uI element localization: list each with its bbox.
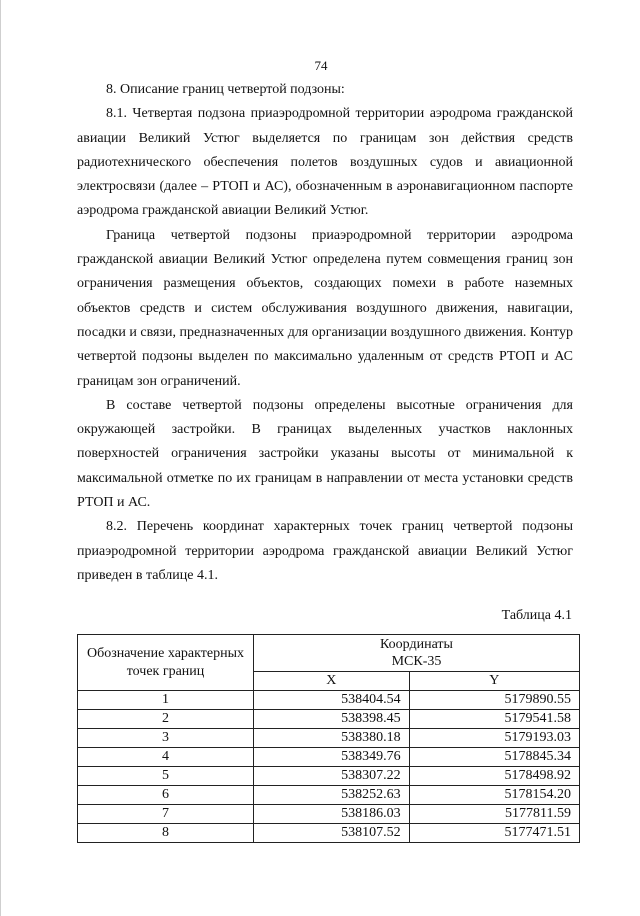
paragraph-8-2: 8.2. Перечень координат характерных точек границ четвертой подзоны приаэродромной территории аэродрома гражданской авиации Великий Устюг приведен в таблице 4.1. [77,519,573,583]
point-cell: 6 [78,786,254,805]
table-row [78,767,580,786]
coordinates-header-line2: МСК-35 [391,654,442,669]
x-cell: 538349.76 [254,748,410,767]
point-cell: 3 [78,729,254,748]
x-cell: 538380.18 [254,729,410,748]
x-header: X [254,672,410,691]
paragraph-8-1: 8.1. Четвертая подзона приаэродромной территории аэродрома гражданской авиации Великий Устюг выделяется по границам зон действия средств радиотехнического обеспечения полетов воздушных судов и авиационной электросвязи (далее – РТОП и АС), обозначенным в аэронавигационном паспорте аэродрома гражданской авиации Великий Устюг. [77,106,573,219]
x-cell: 538186.03 [254,805,410,824]
x-cell: 538404.54 [254,691,410,710]
y-cell: 5178845.34 [409,748,579,767]
table-row [78,824,580,843]
point-cell: 4 [78,748,254,767]
y-cell: 5179541.58 [409,710,579,729]
coordinates-header [254,635,580,672]
y-cell: 5178154.20 [409,786,579,805]
x-cell: 538252.63 [254,786,410,805]
y-cell: 5179193.03 [409,729,579,748]
section-heading: 8. Описание границ четвертой подзоны: [106,82,345,97]
y-header: Y [409,672,579,691]
x-cell: 538107.52 [254,824,410,843]
point-cell: 5 [78,767,254,786]
document-body [77,78,573,588]
table-caption: Таблица 4.1 [501,608,572,623]
table-row [78,729,580,748]
x-cell: 538307.22 [254,767,410,786]
y-cell: 5179890.55 [409,691,579,710]
point-cell: 7 [78,805,254,824]
point-cell: 2 [78,710,254,729]
point-cell: 1 [78,691,254,710]
point-header: Обозначение характерных точек границ [78,635,254,691]
table-row [78,691,580,710]
table-row [78,748,580,767]
table-row [78,805,580,824]
y-cell: 5178498.92 [409,767,579,786]
page-number: 74 [314,58,328,73]
coordinates-header-line1: Координаты [380,637,453,652]
paragraph-height-limits: В составе четвертой подзоны определены высотные ограничения для окружающей застройки. В границах выделенных участков наклонных поверхностей ограничения застройки указаны высоты от минимальной к максимальной отметке по их границам в направлении от места установки средств РТОП и АС. [77,397,573,511]
y-cell: 5177811.59 [409,805,579,824]
paragraph-boundary: Граница четвертой подзоны приаэродромной территории аэродрома гражданской авиации Великий Устюг определена путем совмещения границ зон ограничения размещения объектов, создающих помехи в работе наземных объектов средств и систем обслуживания воздушного движения, навигации, посадки и связи, предназначенных для организации воздушного движения. Контур четвертой подзоны выделен по максимально удаленным от средств РТОП и АС границам зон ограничений. [77,227,573,389]
table-row [78,786,580,805]
y-cell: 5177471.51 [409,824,579,843]
table-row [78,710,580,729]
coordinates-table [77,634,580,843]
point-cell: 8 [78,824,254,843]
x-cell: 538398.45 [254,710,410,729]
